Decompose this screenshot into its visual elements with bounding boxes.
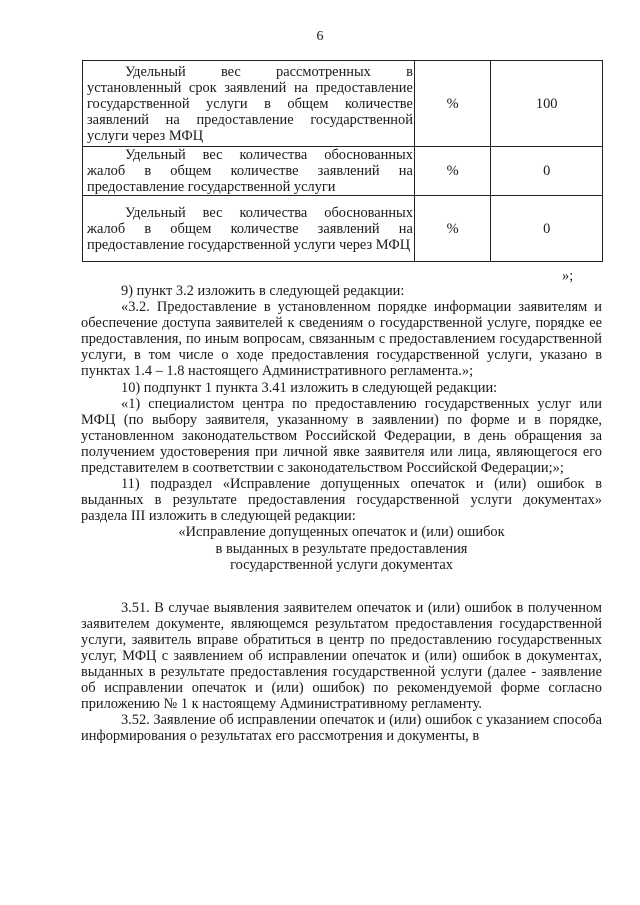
indicator-name-cell: Удельный вес рассмотренных в установленный срок заявлений на предоставление государственной услуги в общем количестве заявлений на предоставление государственной услуги через МФЦ [83,61,415,147]
amendment-10-text: «1) специалистом центра по предоставлению государственных услуг или МФЦ (по выбору заявителя, указанному в заявлении) по форме и в порядке, установленном законодательством Российской Федерации, в день обращения за получением удостоверения при личной явке заявителя или лица, являющегося его представителем в соответствии с законодательством Российской Федерации;»; [81,395,602,477]
indicator-name-cell: Удельный вес количества обоснованных жалоб в общем количестве заявлений на предоставление государственной услуги [83,147,415,196]
value-cell: 0 [491,147,603,196]
amendment-9-heading: 9) пункт 3.2 изложить в следующей редакции: [121,283,405,299]
subsection-title-line-1: «Исправление допущенных опечаток и (или) ошибок [178,524,505,541]
unit-cell: % [414,196,490,262]
amendment-11-heading: 11) подраздел «Исправление допущенных опечаток и (или) ошибок в выданных в результате предоставления государственной услуги документах» раздела III изложить в следующей редакции: [81,476,602,525]
table-close-quote: »; [562,268,574,284]
table-row [83,61,603,147]
indicator-name-cell: Удельный вес количества обоснованных жалоб в общем количестве заявлений на предоставление государственной услуги через МФЦ [83,196,415,262]
indicators-table [82,60,603,262]
table-row [83,147,603,196]
value-cell: 0 [491,196,603,262]
amendment-10-heading: 10) подпункт 1 пункта 3.41 изложить в следующей редакции: [121,379,498,396]
unit-cell: % [414,61,490,147]
value-cell: 100 [491,61,603,147]
page-number: 6 [316,29,324,44]
unit-cell: % [414,147,490,196]
clause-3-51: 3.51. В случае выявления заявителем опечаток и (или) ошибок в полученном заявителем документе, являющемся результатом предоставления государственной услуги, заявитель вправе обратиться в центр по предоставлению государственных услуг, МФЦ с заявлением об исправлении опечаток и (или) ошибок в документах, выданных в результате предоставления государственной услуги (далее - заявление об исправлении опечаток и (или) ошибок) по рекомендуемой форме согласно приложению № 1 к настоящему Административному регламенту. [81,599,602,713]
document-body [81,283,602,745]
amendment-9-text: «3.2. Предоставление в установленном порядке информации заявителям и обеспечение доступа заявителей к сведениям о государственной услуге, порядке ее предоставления, по иным вопросам, связанным с предоставлением государственной услуги, в том числе о ходе предоставления государственной услуги, указано в пунктах 1.4 – 1.8 настоящего Административного регламента.»; [81,299,602,380]
table-row [83,196,603,262]
subsection-title-line-2: в выданных в результате предоставления [215,540,468,557]
subsection-title-line-3: государственной услуги документах [230,556,453,573]
clause-3-52: 3.52. Заявление об исправлении опечаток и (или) ошибок с указанием способа информирования о результатах его рассмотрения и документы, в [81,712,602,745]
